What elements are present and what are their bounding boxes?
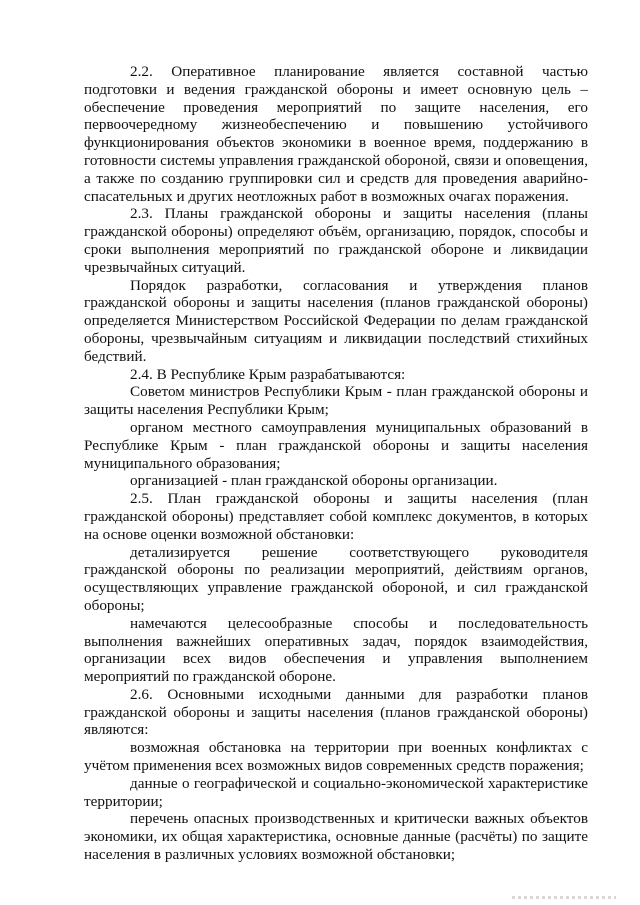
list-item-organization: организацией - план гражданской обороны организации. [130, 472, 498, 490]
list-item-local-government: органом местного самоуправления муниципальных образований в Республике Крым - план гражданской обороны и защиты населения муниципального образования; [84, 418, 588, 472]
list-item-methods-sequence: намечаются целесообразные способы и последовательность выполнения важнейших оперативных задач, порядок взаимодействия, организации всех видов обеспечения и управления выполнением мероприятий по гражданской обороне. [84, 614, 588, 686]
paragraph-2-6: 2.6. Основными исходными данными для разработки планов гражданской обороны и защиты населения (планов гражданской обороны) являются: [84, 685, 588, 739]
paragraph-2-4: 2.4. В Республике Крым разрабатываются: [130, 365, 406, 383]
scan-artifact [512, 896, 616, 899]
paragraph-2-5: 2.5. План гражданской обороны и защиты населения (план гражданской обороны) представляет собой комплекс документов, в которых на основе оценки возможной обстановки: [84, 490, 588, 543]
document-body [84, 63, 588, 864]
list-item-hazardous-objects: перечень опасных производственных и критически важных объектов экономики, их общая характеристика, основные данные (расчёты) по защите населения в различных условиях возможной обстановки; [84, 810, 588, 864]
paragraph-2-3: 2.3. Планы гражданской обороны и защиты населения (планы гражданской обороны) определяют объём, организацию, порядок, способы и сроки выполнения мероприятий по гражданской обороне и ликвидации чрезвычайных ситуаций. [84, 205, 588, 276]
list-item-decision-detail: детализируется решение соответствующего руководителя гражданской обороны по реализации мероприятий, действиям органов, осуществляющих управление гражданской обороной, и сил гражданской обороны; [84, 543, 588, 614]
list-item-council-of-ministers: Советом министров Республики Крым - план гражданской обороны и защиты населения Республики Крым; [84, 383, 588, 419]
paragraph-procedure: Порядок разработки, согласования и утверждения планов гражданской обороны и защиты населения (планов гражданской обороны) определяется Министерством Российской Федерации по делам гражданской обороны, чрезвычайным ситуациям и ликвидации последствий стихийных бедствий. [84, 276, 588, 365]
list-item-geographic-data: данные о географической и социально-экономической характеристике территории; [84, 774, 588, 810]
paragraph-2-2: 2.2. Оперативное планирование является составной частью подготовки и ведения гражданской обороны и имеет основную цель – обеспечение проведения мероприятий по защите населения, его первоочередному жизнеобеспечению и повышению устойчивого функционирования объектов экономики в военное время, поддержанию в готовности системы управления гражданской обороной, связи и оповещения, а также по созданию группировки сил и средств для проведения аварийно-спасательных и других неотложных работ в возможных очагах поражения. [84, 63, 588, 205]
list-item-possible-situation: возможная обстановка на территории при военных конфликтах с учётом применения всех возможных видов современных средств поражения; [84, 739, 588, 775]
